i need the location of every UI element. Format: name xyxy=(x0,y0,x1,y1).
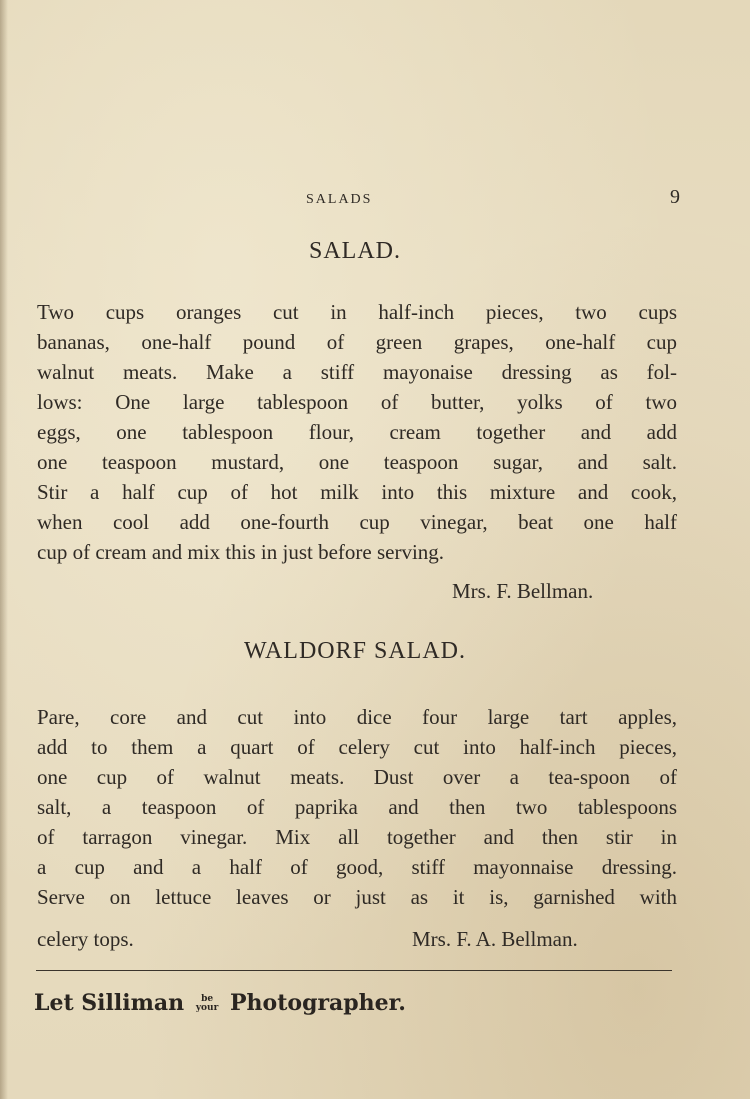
footer-small-bottom: your xyxy=(195,1003,219,1013)
text-line: Two cups oranges cut in half-inch pieces, two cups xyxy=(37,300,677,324)
footer-small-top: be xyxy=(201,994,214,1004)
text-line: Stir a half cup of hot milk into this mixture and cook, xyxy=(37,480,677,504)
recipe-body-waldorf xyxy=(37,702,677,912)
recipe-heading-waldorf: WALDORF SALAD. xyxy=(243,638,466,664)
recipe-signature-salad: Mrs. F. Bellman. xyxy=(452,579,594,603)
text-line: a cup and a half of good, stiff mayonnaise dressing. xyxy=(37,855,677,879)
text-line: lows: One large tablespoon of butter, yolks of two xyxy=(37,390,677,414)
text-line: of tarragon vinegar. Mix all together and then stir in xyxy=(37,825,677,849)
footer-rule xyxy=(36,970,672,971)
page-number: 9 xyxy=(670,186,680,208)
text-line: one cup of walnut meats. Dust over a tea-spoon of xyxy=(37,765,677,789)
text-line: celery tops. xyxy=(37,927,134,951)
text-line: Serve on lettuce leaves or just as it is, garnished with xyxy=(37,885,677,909)
page-spine-shadow xyxy=(0,0,8,1099)
text-line: add to them a quart of celery cut into half-inch pieces, xyxy=(37,735,677,759)
footer-small-stacked xyxy=(196,995,219,1013)
recipe-signature-waldorf: Mrs. F. A. Bellman. xyxy=(412,927,578,951)
text-line: eggs, one tablespoon flour, cream together and add xyxy=(37,420,677,444)
text-line: bananas, one-half pound of green grapes, one-half cup xyxy=(37,330,677,354)
footer-advertisement xyxy=(34,990,406,1016)
text-line: walnut meats. Make a stiff mayonaise dressing as fol- xyxy=(37,360,677,384)
running-title: SALADS xyxy=(306,192,373,207)
recipe-closing-row-waldorf xyxy=(37,927,677,957)
footer-text-before: Let Silliman xyxy=(34,990,185,1016)
text-line: salt, a teaspoon of paprika and then two tablespoons xyxy=(37,795,677,819)
recipe-heading-salad: SALAD. xyxy=(308,238,401,264)
footer-text-after: Photographer. xyxy=(230,990,406,1016)
text-line: cup of cream and mix this in just before serving. xyxy=(37,540,445,564)
recipe-body-salad xyxy=(37,297,677,567)
text-line: one teaspoon mustard, one teaspoon sugar, and salt. xyxy=(37,450,677,474)
text-line: Pare, core and cut into dice four large tart apples, xyxy=(37,705,677,729)
text-line: when cool add one-fourth cup vinegar, beat one half xyxy=(37,510,677,534)
running-head xyxy=(36,186,680,210)
